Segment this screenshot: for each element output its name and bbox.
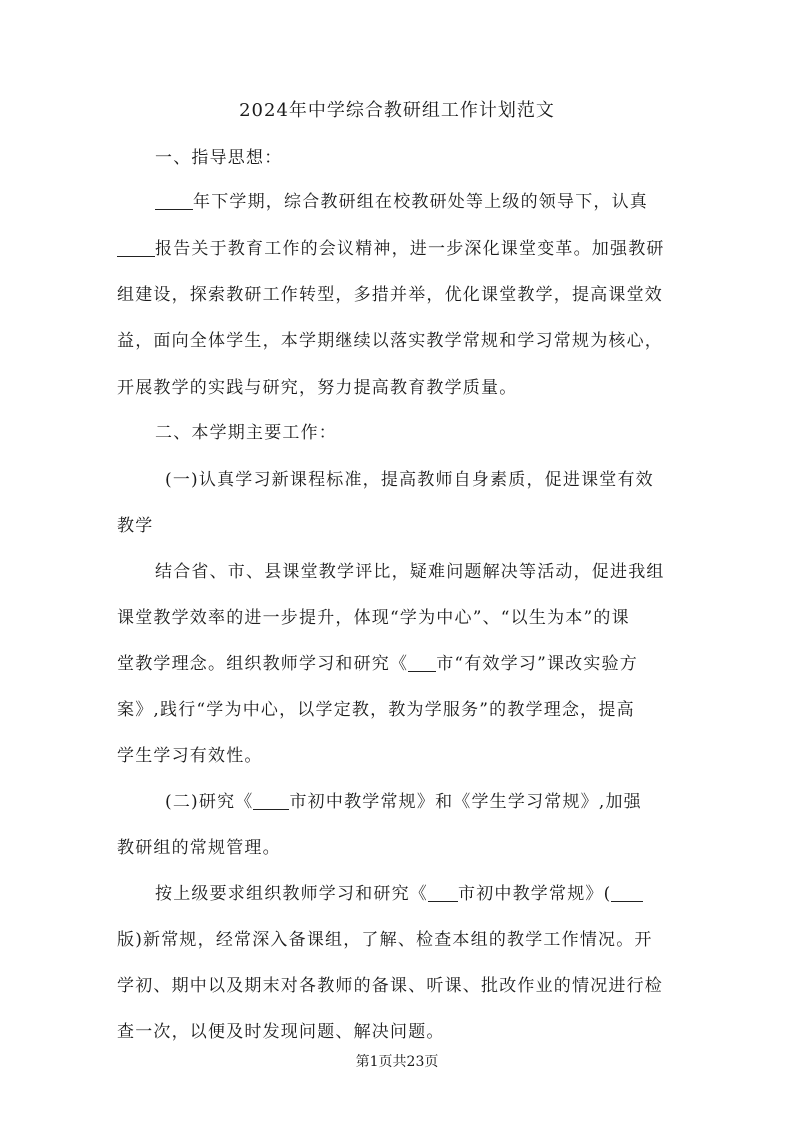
section-heading-1: 一、指导思想：: [155, 148, 283, 168]
section-heading-2: 二、本学期主要工作：: [155, 423, 337, 443]
document-title: 2024年中学综合教研组工作计划范文: [239, 100, 555, 121]
paragraph-line: 结合省、市、县课堂教学评比，疑难问题解决等活动，促进我组: [155, 562, 665, 582]
fill-in-blank: [253, 791, 289, 810]
paragraph-line: 案》,践行“学为中心，以学定教，教为学服务”的教学理念，提高: [117, 700, 635, 720]
paragraph-line: 年下学期，综合教研组在校教研处等上级的领导下，认真: [155, 190, 648, 214]
paragraph-line: 益，面向全体学生，本学期继续以落实教学常规和学习常规为核心，: [117, 331, 663, 351]
paragraph-line: 报告关于教育工作的会议精神，进一步深化课堂变革。加强教研: [117, 237, 665, 261]
subsection-heading-continuation: 教学: [117, 516, 154, 536]
paragraph-line: 组建设，探索教研工作转型，多措并举，优化课堂教学，提高课堂效: [117, 285, 663, 305]
paragraph-line: 版)新常规，经常深入备课组，了解、检查本组的教学工作情况。开: [117, 930, 653, 950]
paragraph-line: 查一次，以便及时发现问题、解决问题。: [117, 1022, 445, 1042]
paragraph-line: 开展教学的实践与研究，努力提高教育教学质量。: [117, 378, 518, 398]
paragraph-line: 按上级要求组织教师学习和研究《 市初中教学常规》(: [155, 882, 643, 906]
paragraph-line: 堂教学理念。组织教师学习和研究《 市“有效学习”课改实验方: [117, 654, 638, 674]
fill-in-blank: [408, 653, 436, 672]
subsection-heading-continuation: 教研组的常规管理。: [117, 838, 281, 858]
subsection-heading-2: (二)研究《 市初中教学常规》和《学生学习常规》,加强: [165, 792, 642, 812]
fill-in-blank: [611, 883, 643, 902]
paragraph-line: 课堂教学效率的进一步提升，体现“学为中心”、“以生为本”的课: [117, 608, 630, 628]
fill-in-blank: [117, 238, 155, 257]
subsection-heading-1: (一)认真学习新课程标准，提高教师自身素质，促进课堂有效: [165, 470, 654, 490]
paragraph-line: 学生学习有效性。: [117, 746, 263, 766]
page-number-footer: 第1页共23页: [355, 1054, 439, 1070]
fill-in-blank: [428, 883, 458, 902]
fill-in-blank: [155, 191, 193, 210]
paragraph-line: 学初、期中以及期末对各教师的备课、听课、批改作业的情况进行检: [117, 976, 663, 996]
